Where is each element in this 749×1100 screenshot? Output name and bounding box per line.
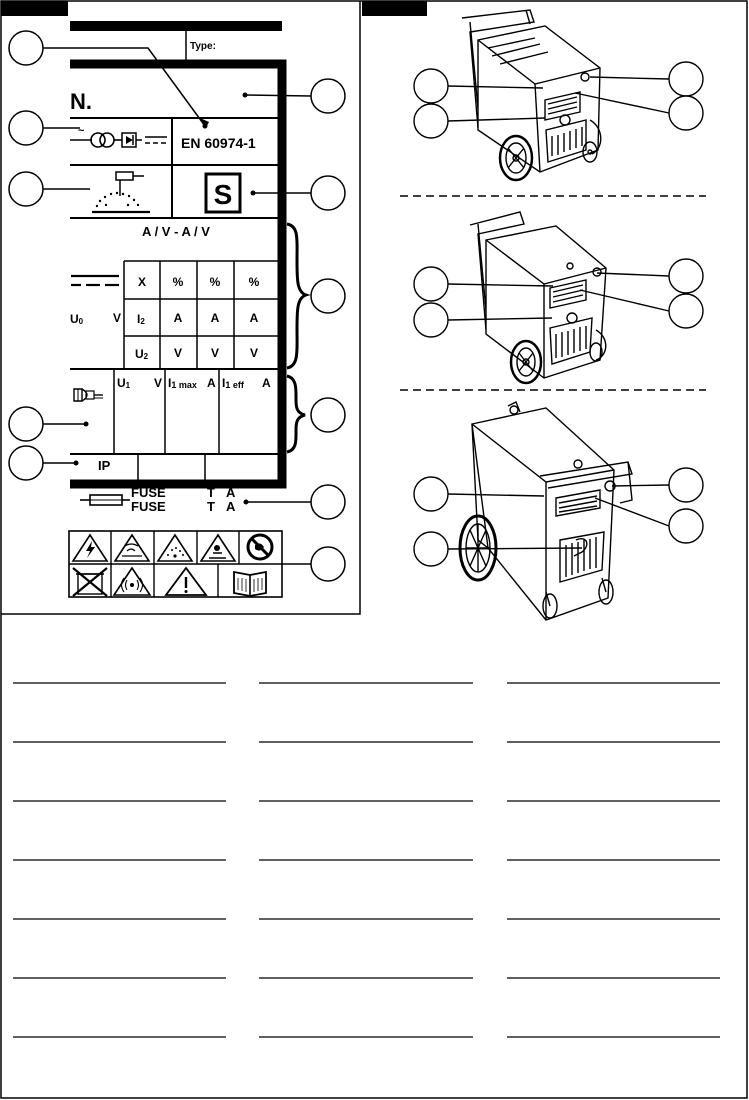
type-label: Type: [190,41,216,52]
i2-unit-2: A [210,311,220,325]
callout-circle-19 [669,294,703,328]
plate-top-bar [70,21,282,31]
mma-welding-icon [92,172,150,212]
serial-label: N. [70,89,92,114]
callout-circle-9 [311,398,345,432]
i2-label: I2 [137,312,145,326]
duty-cycle-label: X [137,275,147,289]
safety-icons-grid [69,531,282,597]
no-pacemaker-icon [248,535,272,559]
fuse-a-1: A [226,485,236,500]
i1max-unit: A [207,376,216,390]
machine-illustrations [400,10,706,620]
dc-symbol-large-icon [71,276,119,285]
callout-circle-14 [669,62,703,96]
u2-label: U2 [135,347,149,361]
callout-circle-16 [414,267,448,301]
callout-circle-22 [669,468,703,502]
fuse-t-2: T [207,499,215,514]
callout-circle-15 [669,96,703,130]
ip-label: IP [98,458,111,473]
no-dustbin-icon [73,568,107,596]
fuse-label-1: FUSE [131,485,166,500]
callout-circle-11 [311,547,345,581]
u1-unit: V [154,376,163,390]
section-tab-left [1,1,68,16]
welder-illustration-2 [470,212,606,383]
callout-circle-17 [414,303,448,337]
plate-main-frame [70,64,282,484]
range-label: A / V - A / V [142,224,210,239]
pct-3: % [248,275,260,289]
eye-protection-warning-icon [201,535,235,561]
i2-unit-3: A [249,311,259,325]
legend-lines [13,683,720,1037]
welder-illustration-3 [460,402,632,620]
u1-label: U1 [117,376,131,390]
s-mark: S [213,179,233,210]
callout-circle-21 [414,532,448,566]
i1eff-unit: A [262,376,271,390]
callout-circle-10 [311,485,345,519]
u2-unit-3: V [249,346,259,360]
read-manual-icon [234,572,266,596]
u2-unit-2: V [210,346,220,360]
callout-circle-23 [669,509,703,543]
callout-circle-5 [9,446,43,480]
fuse-t-1: T [207,485,215,500]
electromagnetic-field-icon [114,568,150,595]
brace-input [287,376,305,452]
brace-output [287,224,306,368]
callout-circle-7 [311,176,345,210]
callout-circle-3 [9,172,43,206]
callout-circle-20 [414,477,448,511]
tilde-symbol: ~ [78,125,85,137]
i2-unit-1: A [173,311,183,325]
fumes-warning-icon [115,535,149,561]
fuse-a-2: A [226,499,236,514]
callout-circle-6 [311,79,345,113]
callout-circle-18 [669,259,703,293]
callout-circle-1 [9,31,43,65]
sparks-warning-icon [158,535,192,561]
u0-unit: V [113,311,122,325]
pct-2: % [209,275,221,289]
pct-1: % [172,275,184,289]
callout-circle-4 [9,407,43,441]
general-warning-icon [166,568,206,595]
u0-label: U0 [70,312,84,326]
i1eff-label: I1 eff [222,376,244,390]
mains-plug-icon [74,389,103,401]
rating-plate [9,21,345,597]
i1max-label: I1 max [168,376,197,390]
callout-circle-12 [414,69,448,103]
u2-unit-1: V [173,346,183,360]
fuse-label-2: FUSE [131,499,166,514]
electric-shock-warning-icon [73,535,107,561]
welder-illustration-1 [462,10,601,180]
callout-circle-13 [414,104,448,138]
standard-label: EN 60974-1 [181,135,256,151]
section-tab-right [362,1,427,16]
fuse-symbol-icon [80,495,130,505]
callout-circle-8 [311,279,345,313]
plate-callouts [9,31,345,581]
callout-circle-2 [9,111,43,145]
